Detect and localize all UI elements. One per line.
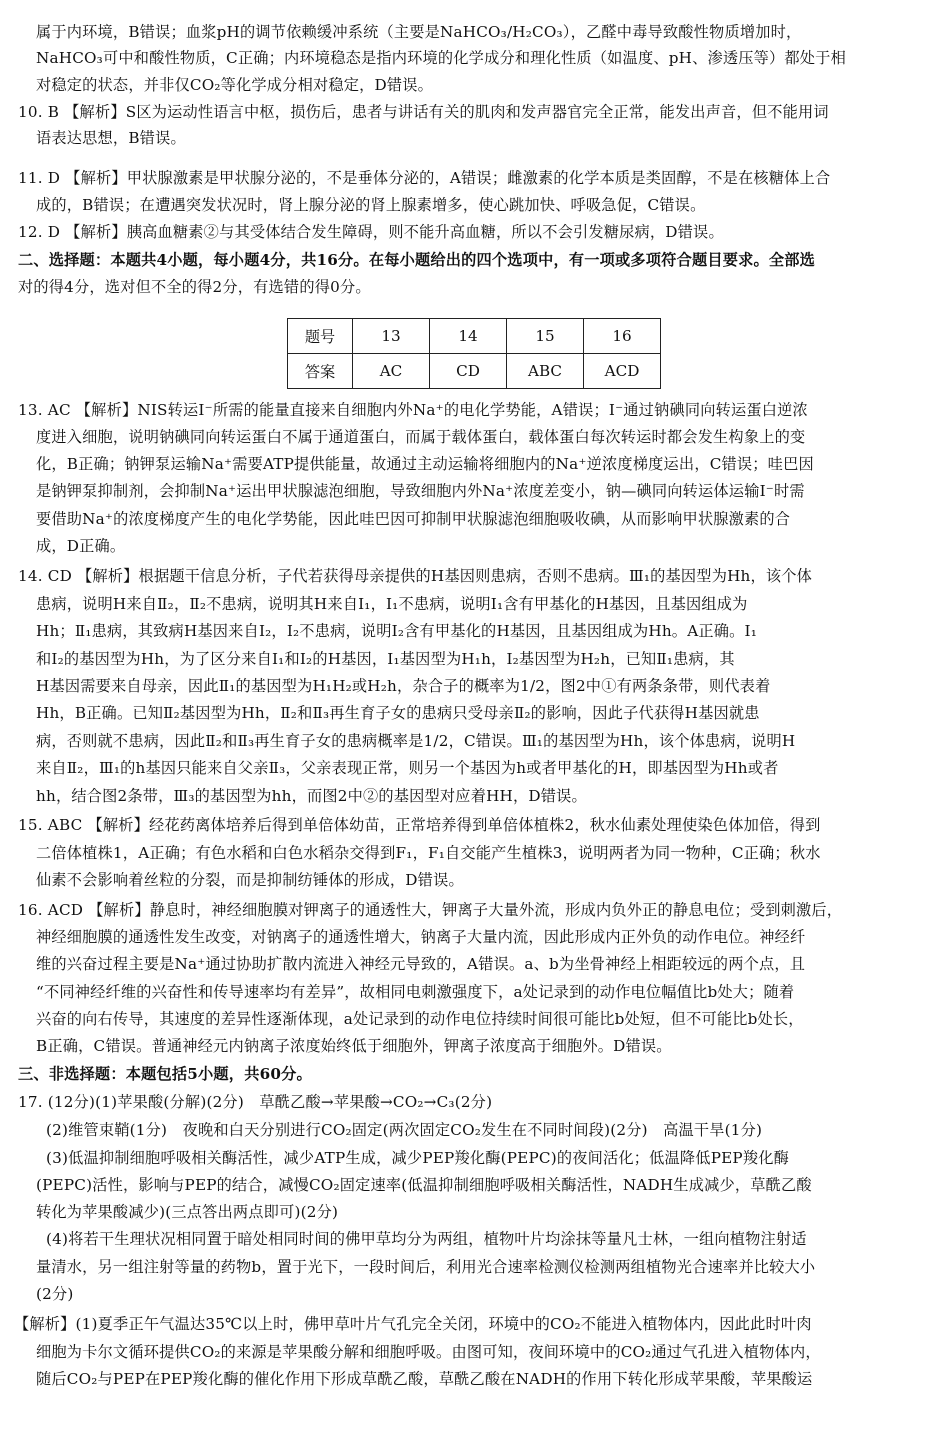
text-line: 维的兴奋过程主要是Na⁺通过协助扩散内流进入神经元导致的，A错误。a、b为坐骨神经上相距较远的两个点，且 (36, 955, 806, 973)
text-line: 要借助Na⁺的浓度梯度产生的电化学势能，因此哇巴因可抑制甲状腺滤泡细胞吸收碘，从而影响甲状腺激素的合 (36, 510, 791, 528)
text-line: (2分) (36, 1285, 74, 1303)
text-line: 语表达思想，B错误。 (36, 129, 186, 147)
answer-12: 12. D 【解析】胰高血糖素②与其受体结合发生障碍，则不能升高血糖，所以不会引发糖尿病，D错误。 (18, 223, 724, 241)
text-line: B正确，C错误。普通神经元内钠离子浓度始终低于细胞外，钾离子浓度高于细胞外。D错误。 (36, 1037, 672, 1055)
text-line: H基因需要来自母亲，因此Ⅱ₁的基因型为H₁H₂或H₂h，杂合子的概率为1/2，图2中①有两条条带，则代表着 (36, 677, 771, 695)
text-line: 来自Ⅱ₂，Ⅲ₁的h基因只能来自父亲Ⅱ₃，父亲表现正常，则另一个基因为h或者甲基化的H，即基因型为Hh或者 (36, 759, 779, 777)
text-line: 随后CO₂与PEP在PEP羧化酶的催化作用下形成草酰乙酸，草酰乙酸在NADH的作用下转化形成苹果酸，苹果酸运 (36, 1370, 813, 1388)
text-line: 16. ACD 【解析】静息时，神经细胞膜对钾离子的通透性大，钾离子大量外流，形成内负外正的静息电位；受到刺激后， (18, 901, 843, 919)
answer-10: 10. B 【解析】S区为运动性语言中枢，损伤后，患者与讲话有关的肌肉和发声器官完全正常，能发出声音，但不能用词 (18, 103, 829, 121)
answer-11: 11. D 【解析】甲状腺激素是甲状腺分泌的，不是垂体分泌的，A错误；雌激素的化学本质是类固醇，不是在核糖体上合 (18, 169, 831, 187)
text-line: 17. (12分)(1)苹果酸(分解)(2分) 草酰乙酸→苹果酸→CO₂→C₃(2分) (18, 1093, 493, 1111)
table-cell: CD (430, 354, 507, 389)
text-line: 转化为苹果酸减少)(三点答出两点即可)(2分) (36, 1203, 339, 1221)
table-cell: 题号 (288, 319, 353, 354)
text-line: 神经细胞膜的通透性发生改变，对钠离子的通透性增大，钠离子大量内流，因此形成内正外负的动作电位。神经纤 (36, 928, 806, 946)
text-line: hh，结合图2条带，Ⅲ₃的基因型为hh，而图2中②的基因型对应着HH，D错误。 (36, 787, 587, 805)
text-line: 细胞为卡尔文循环提供CO₂的来源是苹果酸分解和细胞呼吸。由图可知，夜间环境中的CO₂通过气孔进入植物体内， (36, 1343, 821, 1361)
text-line: (PEPC)活性，影响与PEP的结合，减慢CO₂固定速率(低温抑制细胞呼吸相关酶活性，NADH生成减少，草酰乙酸 (36, 1176, 812, 1194)
text-line: (3)低温抑制细胞呼吸相关酶活性，减少ATP生成，减少PEP羧化酶(PEPC)的夜间活化；低温降低PEP羧化酶 (46, 1149, 789, 1167)
text-line: 度进入细胞，说明钠碘同向转运蛋白不属于通道蛋白，而属于载体蛋白，载体蛋白每次转运时都会发生构象上的变 (36, 428, 806, 446)
text-line: 化，B正确；钠钾泵运输Na⁺需要ATP提供能量，故通过主动运输将细胞内的Na⁺逆浓度梯度运出，C错误；哇巴因 (36, 455, 814, 473)
text-line: 和Ⅰ₂的基因型为Hh，为了区分来自Ⅰ₁和Ⅰ₂的H基因，Ⅰ₁基因型为H₁h，Ⅰ₂基因型为H₂h，已知Ⅱ₁患病，其 (36, 650, 735, 668)
text-line: NaHCO₃可中和酸性物质，C正确；内环境稳态是指内环境的化学成分和理化性质（如温度、pH、渗透压等）都处于相 (36, 49, 846, 67)
text-line: 对的得4分，选对但不全的得2分，有选错的得0分。 (18, 278, 371, 296)
table-cell: ABC (507, 354, 584, 389)
table-header-row (288, 319, 661, 354)
text-line: 二倍体植株1，A正确；有色水稻和白色水稻杂交得到F₁，F₁自交能产生植株3，说明两者为同一物种，C正确；秋水 (36, 844, 821, 862)
table-cell: 14 (430, 319, 507, 354)
text-line: Hh，B正确。已知Ⅱ₂基因型为Hh，Ⅱ₂和Ⅱ₃再生育子女的患病只受母亲Ⅱ₂的影响，因此子代获得H基因就患 (36, 704, 760, 722)
section-2-heading: 二、选择题：本题共4小题，每小题4分，共16分。在每小题给出的四个选项中，有一项或多项符合题目要求。全部选 (18, 251, 816, 269)
text-line: 【解析】(1)夏季正午气温达35℃以上时，佛甲草叶片气孔完全关闭，环境中的CO₂不能进入植物体内，因此此时叶肉 (14, 1315, 812, 1333)
text-line: 是钠钾泵抑制剂，会抑制Na⁺运出甲状腺滤泡细胞，导致细胞内外Na⁺浓度差变小，钠—碘同向转运体运输I⁻时需 (36, 482, 805, 500)
text-line: Hh；Ⅱ₁患病，其致病H基因来自Ⅰ₂，Ⅰ₂不患病，说明Ⅰ₂含有甲基化的H基因，且基因组成为Hh。A正确。Ⅰ₁ (36, 622, 758, 640)
text-line: 成，D正确。 (36, 537, 126, 555)
text-line: 14. CD 【解析】根据题干信息分析，子代若获得母亲提供的H基因则患病，否则不患病。Ⅲ₁的基因型为Hh，该个体 (18, 567, 813, 585)
text-line: “不同神经纤维的兴奋性和传导速率均有差异”，故相同电刺激强度下，a处记录到的动作电位幅值比b处大；随着 (36, 983, 795, 1001)
text-line: 病，否则就不患病，因此Ⅱ₂和Ⅱ₃再生育子女的患病概率是1/2，C错误。Ⅲ₁的基因型为Hh，该个体患病，说明H (36, 732, 796, 750)
text-line: 对稳定的状态，并非仅CO₂等化学成分相对稳定，D错误。 (36, 76, 434, 94)
answer-table (287, 318, 661, 389)
table-cell: AC (353, 354, 430, 389)
text-line: 13. AC 【解析】NIS转运I⁻所需的能量直接来自细胞内外Na⁺的电化学势能，A错误；I⁻通过钠碘同向转运蛋白逆浓 (18, 401, 808, 419)
text-line: (4)将若干生理状况相同置于暗处相同时间的佛甲草均分为两组，植物叶片均涂抹等量凡士林，一组向植物注射适 (46, 1230, 807, 1248)
text-line: 量清水，另一组注射等量的药物b，置于光下，一段时间后，利用光合速率检测仪检测两组植物光合速率并比较大小 (36, 1258, 816, 1276)
text-line: 患病，说明H来自Ⅱ₂，Ⅱ₂不患病，说明其H来自Ⅰ₁，Ⅰ₁不患病，说明Ⅰ₁含有甲基化的H基因，且基因组成为 (36, 595, 748, 613)
text-line: 兴奋的向右传导，其速度的差异性逐渐体现，a处记录到的动作电位持续时间很可能比b处短，但不可能比b处长， (36, 1010, 804, 1028)
text-line: 属于内环境，B错误；血浆pH的调节依赖缓冲系统（主要是NaHCO₃/H₂CO₃），乙醛中毒导致酸性物质增加时， (36, 23, 802, 41)
text-line: 成的，B错误；在遭遇突发状况时，肾上腺分泌的肾上腺素增多，使心跳加快、呼吸急促，C错误。 (36, 196, 706, 214)
text-line: 仙素不会影响着丝粒的分裂，而是抑制纺锤体的形成，D错误。 (36, 871, 464, 889)
table-answer-row (288, 354, 661, 389)
text-line: 15. ABC 【解析】经花药离体培养后得到单倍体幼苗，正常培养得到单倍体植株2，秋水仙素处理使染色体加倍，得到 (18, 816, 821, 834)
text-line: (2)维管束鞘(1分) 夜晚和白天分别进行CO₂固定(两次固定CO₂发生在不同时间段)(2分) 高温干旱(1分) (46, 1121, 763, 1139)
table-cell: 15 (507, 319, 584, 354)
table-cell: 答案 (288, 354, 353, 389)
table-cell: ACD (584, 354, 661, 389)
section-3-heading: 三、非选择题：本题包括5小题，共60分。 (18, 1065, 312, 1083)
table-cell: 16 (584, 319, 661, 354)
table-cell: 13 (353, 319, 430, 354)
